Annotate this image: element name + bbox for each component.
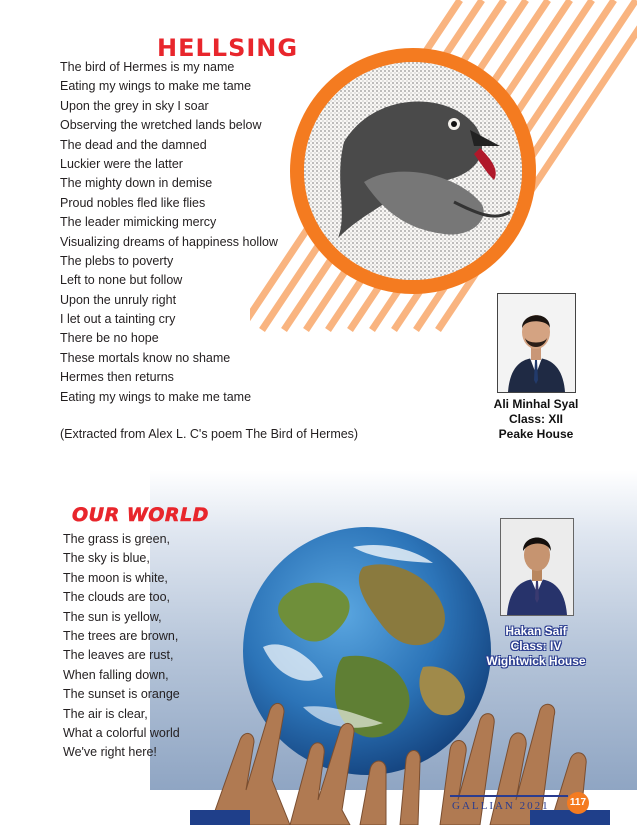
author-house: Peake House (498, 427, 574, 441)
bird-drawing-icon (304, 62, 522, 280)
poem-line: The sunset is orange (63, 687, 180, 702)
poem-line: The sky is blue, (63, 551, 150, 566)
poem-line: The clouds are too, (63, 590, 171, 605)
poem-line: The sun is yellow, (63, 609, 162, 624)
poem-line: Eating my wings to make me tame (60, 389, 252, 404)
poem-line: The leaves are rust, (63, 648, 174, 663)
student-portrait-icon (498, 294, 575, 392)
bird-illustration (290, 48, 536, 294)
poem-line: The moon is white, (63, 570, 168, 585)
poem-line: Observing the wretched lands below (60, 118, 262, 133)
our-world-title: OUR WORLD (72, 504, 209, 526)
author-class: Class: IV (510, 639, 562, 653)
poem-line: The grass is green, (63, 532, 170, 546)
poem-line: Proud nobles fled like flies (60, 195, 206, 210)
poem-line: Left to none but follow (60, 273, 183, 288)
hellsing-title: HELLSING (157, 34, 299, 62)
poem-line: These mortals know no shame (60, 350, 231, 365)
poem-line: The mighty down in demise (60, 176, 213, 191)
author-name: Hakan Saif (505, 624, 567, 638)
magazine-name: GALLIAN 2021 (452, 800, 550, 812)
author-caption-hakan (476, 624, 596, 669)
poem-line: Upon the grey in sky I soar (60, 98, 209, 113)
author-house: Wightwick House (486, 654, 586, 668)
poem-line: I let out a tainting cry (60, 312, 176, 327)
poem-line: The air is clear, (63, 706, 148, 721)
student-portrait-icon (501, 519, 573, 615)
poem-line: We've right here! (63, 745, 157, 760)
poem-line: When falling down, (63, 667, 169, 682)
author-name: Ali Minhal Syal (493, 397, 579, 411)
poem-line: There be no hope (60, 331, 159, 346)
poem-line: The leader mimicking mercy (60, 215, 217, 230)
page-number-badge: 117 (567, 792, 589, 814)
poem-line: Visualizing dreams of happiness hollow (60, 234, 278, 249)
poem-line: The plebs to poverty (60, 253, 174, 268)
poem-line: Upon the unruly right (60, 292, 177, 307)
hands-holding-globe-icon (150, 650, 637, 825)
poem-line: The bird of Hermes is my name (60, 60, 235, 74)
poem-line: The dead and the damned (60, 137, 207, 152)
poem-line: What a colorful world (63, 725, 180, 740)
author-caption-ali (470, 397, 602, 442)
poem-line: The trees are brown, (63, 628, 179, 643)
author-photo-ali (497, 293, 576, 393)
footer-divider (450, 795, 568, 797)
poem-line: Luckier were the latter (60, 156, 183, 171)
author-class: Class: XII (508, 412, 564, 426)
author-photo-hakan (500, 518, 574, 616)
hellsing-poem (60, 58, 278, 407)
poem-line: Hermes then returns (60, 370, 174, 385)
extract-note: (Extracted from Alex L. C's poem The Bird of Hermes) (60, 427, 359, 441)
poem-line: Eating my wings to make me tame (60, 79, 252, 94)
